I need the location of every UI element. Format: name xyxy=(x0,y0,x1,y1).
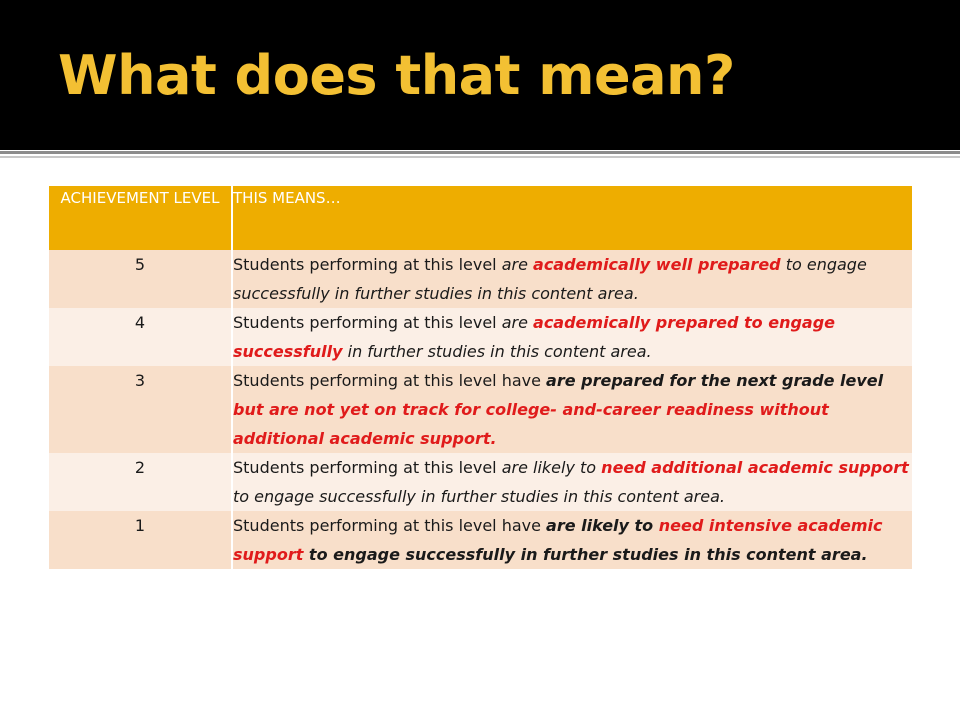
level-cell: 1 xyxy=(49,511,232,569)
description-emphasis: but are not yet on track for college- and-career readiness without additional academic support. xyxy=(233,400,829,448)
level-cell: 5 xyxy=(49,250,232,308)
description-cell xyxy=(232,366,912,453)
table-row-level-3 xyxy=(49,366,912,453)
description-text: Students performing at this level xyxy=(233,255,502,274)
header-this-means: THIS MEANS… xyxy=(232,186,912,250)
divider-line xyxy=(0,151,960,154)
table-row-level-4 xyxy=(49,308,912,366)
description-cell xyxy=(232,250,912,308)
description-cell xyxy=(232,453,912,511)
description-text: Students performing at this level have xyxy=(233,371,547,390)
description-italic: are xyxy=(501,313,534,332)
level-cell: 2 xyxy=(49,453,232,511)
description-bold-italic: to engage successfully in further studies in this content area. xyxy=(303,545,868,564)
table-row-level-5 xyxy=(49,250,912,308)
description-emphasis: academically prepared to engage successfully xyxy=(233,313,836,361)
description-emphasis: academically well prepared xyxy=(533,255,781,274)
table-header-row xyxy=(49,186,912,250)
description-text: Students performing at this level xyxy=(233,313,502,332)
description-text: Students performing at this level have xyxy=(233,516,547,535)
description-italic: are likely to xyxy=(501,458,602,477)
description-cell xyxy=(232,308,912,366)
description-emphasis: need intensive academic support xyxy=(233,516,883,564)
description-bold-italic: are prepared for the next grade level xyxy=(546,371,884,390)
title-bar xyxy=(0,0,960,150)
table-row-level-1 xyxy=(49,511,912,569)
divider-line-thin xyxy=(0,156,960,158)
description-bold-italic: are likely to xyxy=(546,516,659,535)
description-italic: to engage successfully in further studies in this content area. xyxy=(233,487,725,506)
header-achievement-level: ACHIEVEMENT LEVEL xyxy=(49,186,232,250)
description-italic: are xyxy=(501,255,534,274)
level-cell: 4 xyxy=(49,308,232,366)
slide-title: What does that mean? xyxy=(58,44,735,107)
description-italic: to engage successfully in further studies in this content area. xyxy=(233,255,867,303)
achievement-levels-table xyxy=(49,186,912,569)
description-cell xyxy=(232,511,912,569)
description-text: Students performing at this level xyxy=(233,458,502,477)
table-row-level-2 xyxy=(49,453,912,511)
description-emphasis: need additional academic support xyxy=(601,458,909,477)
level-cell: 3 xyxy=(49,366,232,453)
description-italic: in further studies in this content area. xyxy=(342,342,652,361)
